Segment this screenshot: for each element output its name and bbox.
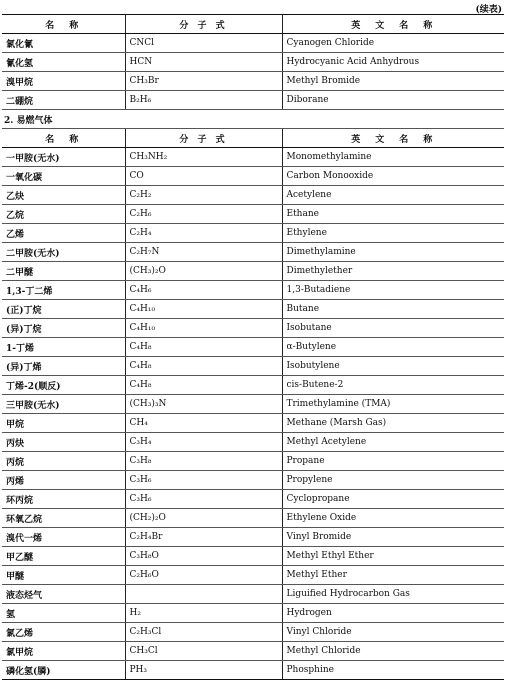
cell-formula: C₃H₆ xyxy=(125,490,282,509)
cell-name: 氯化氰 xyxy=(2,34,125,53)
header-name: 名 称 xyxy=(2,15,125,34)
table-row xyxy=(2,490,504,509)
cell-name: 二硼烷 xyxy=(2,91,125,110)
cell-name: 三甲胺(无水) xyxy=(2,395,125,414)
cell-english: 1,3-Butadiene xyxy=(282,281,504,300)
table-row xyxy=(2,357,504,376)
cell-name: 氰化氢 xyxy=(2,53,125,72)
cell-english: Methyl Ether xyxy=(282,566,504,585)
cell-name: 丙烯 xyxy=(2,471,125,490)
cell-english: Butane xyxy=(282,300,504,319)
cell-english: Methane (Marsh Gas) xyxy=(282,414,504,433)
header-english-2: 英 文 名 称 xyxy=(282,129,504,148)
cell-english: Isobutylene xyxy=(282,357,504,376)
table-row xyxy=(2,604,504,623)
cell-english: Liguified Hydrocarbon Gas xyxy=(282,585,504,604)
header-row-2 xyxy=(2,129,504,148)
cell-name: 磷化氢(膦) xyxy=(2,661,125,680)
cell-formula: (CH₂)₂O xyxy=(125,509,282,528)
cell-formula: C₂H₇N xyxy=(125,243,282,262)
cell-name: 丁烯-2(顺反) xyxy=(2,376,125,395)
cell-name: 环丙烷 xyxy=(2,490,125,509)
cell-name: 氯甲烷 xyxy=(2,642,125,661)
table-row xyxy=(2,300,504,319)
table-row xyxy=(2,53,504,72)
table-row xyxy=(2,395,504,414)
cell-name: 液态烃气 xyxy=(2,585,125,604)
cell-formula: H₂ xyxy=(125,604,282,623)
section-row xyxy=(2,110,504,129)
table-row xyxy=(2,471,504,490)
cell-english: cis-Butene-2 xyxy=(282,376,504,395)
table-row xyxy=(2,72,504,91)
cell-formula: (CH₃)₂O xyxy=(125,262,282,281)
cell-formula: CH₃NH₂ xyxy=(125,148,282,167)
cell-english: Hydrocyanic Acid Anhydrous xyxy=(282,53,504,72)
cell-name: 丙烷 xyxy=(2,452,125,471)
cell-formula: C₃H₄ xyxy=(125,433,282,452)
table-row xyxy=(2,91,504,110)
cell-formula: C₃H₈O xyxy=(125,547,282,566)
table-row xyxy=(2,224,504,243)
cell-formula: C₂H₆ xyxy=(125,205,282,224)
cell-formula: C₄H₆ xyxy=(125,281,282,300)
cell-english: Phosphine xyxy=(282,661,504,680)
table-row xyxy=(2,243,504,262)
table-row xyxy=(2,414,504,433)
cell-name: (异)丁烯 xyxy=(2,357,125,376)
cell-english: Methyl Acetylene xyxy=(282,433,504,452)
cell-name: 甲醚 xyxy=(2,566,125,585)
cell-english: Ethane xyxy=(282,205,504,224)
gas-table xyxy=(2,14,504,680)
cell-english: Hydrogen xyxy=(282,604,504,623)
table-row xyxy=(2,34,504,53)
cell-name: 环氧乙烷 xyxy=(2,509,125,528)
cell-name: 氢 xyxy=(2,604,125,623)
cell-english: Acetylene xyxy=(282,186,504,205)
table-row xyxy=(2,338,504,357)
cell-formula: C₄H₈ xyxy=(125,376,282,395)
cell-english: Monomethylamine xyxy=(282,148,504,167)
table-row xyxy=(2,281,504,300)
cell-english: Vinyl Chloride xyxy=(282,623,504,642)
cell-english: α-Butylene xyxy=(282,338,504,357)
cell-formula xyxy=(125,585,282,604)
cell-english: Methyl Bromide xyxy=(282,72,504,91)
cell-name: 丙炔 xyxy=(2,433,125,452)
header-row xyxy=(2,15,504,34)
header-formula: 分 子 式 xyxy=(125,15,282,34)
cell-english: Dimethylether xyxy=(282,262,504,281)
table-row xyxy=(2,623,504,642)
table-row xyxy=(2,319,504,338)
cell-name: 1-丁烯 xyxy=(2,338,125,357)
header-english: 英 文 名 称 xyxy=(282,15,504,34)
cell-name: 乙炔 xyxy=(2,186,125,205)
cell-formula: C₂H₄ xyxy=(125,224,282,243)
table-row xyxy=(2,547,504,566)
cell-name: 溴代一烯 xyxy=(2,528,125,547)
cell-formula: C₂H₆O xyxy=(125,566,282,585)
cell-english: Propylene xyxy=(282,471,504,490)
cell-formula: C₃H₆ xyxy=(125,471,282,490)
cell-english: Trimethylamine (TMA) xyxy=(282,395,504,414)
cell-name: 二甲胺(无水) xyxy=(2,243,125,262)
cell-formula: CO xyxy=(125,167,282,186)
cell-name: 乙烷 xyxy=(2,205,125,224)
cell-formula: C₂H₃Cl xyxy=(125,623,282,642)
cell-english: Isobutane xyxy=(282,319,504,338)
continued-label: (续表) xyxy=(475,5,502,15)
cell-name: 1,3-丁二烯 xyxy=(2,281,125,300)
table-row xyxy=(2,642,504,661)
cell-name: 一甲胺(无水) xyxy=(2,148,125,167)
cell-formula: CH₃Cl xyxy=(125,642,282,661)
table-row xyxy=(2,205,504,224)
cell-name: 甲乙醚 xyxy=(2,547,125,566)
cell-name: (异)丁烷 xyxy=(2,319,125,338)
table-row xyxy=(2,262,504,281)
cell-english: Cyclopropane xyxy=(282,490,504,509)
cell-english: Carbon Monooxide xyxy=(282,167,504,186)
cell-english: Cyanogen Chloride xyxy=(282,34,504,53)
cell-formula: (CH₃)₃N xyxy=(125,395,282,414)
cell-name: 二甲醚 xyxy=(2,262,125,281)
header-formula-2: 分 子 式 xyxy=(125,129,282,148)
cell-english: Vinyl Bromide xyxy=(282,528,504,547)
table-row xyxy=(2,433,504,452)
cell-english: Dimethylamine xyxy=(282,243,504,262)
cell-formula: CH₃Br xyxy=(125,72,282,91)
table-row xyxy=(2,167,504,186)
header-name-2: 名 称 xyxy=(2,129,125,148)
table-row xyxy=(2,528,504,547)
cell-formula: C₂H₄Br xyxy=(125,528,282,547)
table-row xyxy=(2,661,504,680)
table-row xyxy=(2,186,504,205)
cell-formula: C₄H₁₀ xyxy=(125,300,282,319)
table-row xyxy=(2,566,504,585)
cell-english: Methyl Chloride xyxy=(282,642,504,661)
cell-formula: C₂H₂ xyxy=(125,186,282,205)
cell-formula: C₄H₈ xyxy=(125,338,282,357)
table-row xyxy=(2,509,504,528)
cell-english: Ethylene Oxide xyxy=(282,509,504,528)
cell-name: 甲烷 xyxy=(2,414,125,433)
cell-formula: HCN xyxy=(125,53,282,72)
cell-formula: CH₄ xyxy=(125,414,282,433)
cell-formula: CNCl xyxy=(125,34,282,53)
table-row xyxy=(2,585,504,604)
table-row xyxy=(2,148,504,167)
cell-formula: B₂H₆ xyxy=(125,91,282,110)
cell-name: 氯乙烯 xyxy=(2,623,125,642)
table-row xyxy=(2,376,504,395)
section-title: 2. 易燃气体 xyxy=(2,110,504,129)
table-row xyxy=(2,452,504,471)
cell-english: Methyl Ethyl Ether xyxy=(282,547,504,566)
cell-name: 乙烯 xyxy=(2,224,125,243)
cell-formula: C₃H₈ xyxy=(125,452,282,471)
cell-name: 一氧化碳 xyxy=(2,167,125,186)
cell-formula: PH₃ xyxy=(125,661,282,680)
cell-name: (正)丁烷 xyxy=(2,300,125,319)
cell-english: Propane xyxy=(282,452,504,471)
cell-english: Diborane xyxy=(282,91,504,110)
cell-name: 溴甲烷 xyxy=(2,72,125,91)
cell-english: Ethylene xyxy=(282,224,504,243)
cell-formula: C₄H₁₀ xyxy=(125,319,282,338)
cell-formula: C₄H₈ xyxy=(125,357,282,376)
